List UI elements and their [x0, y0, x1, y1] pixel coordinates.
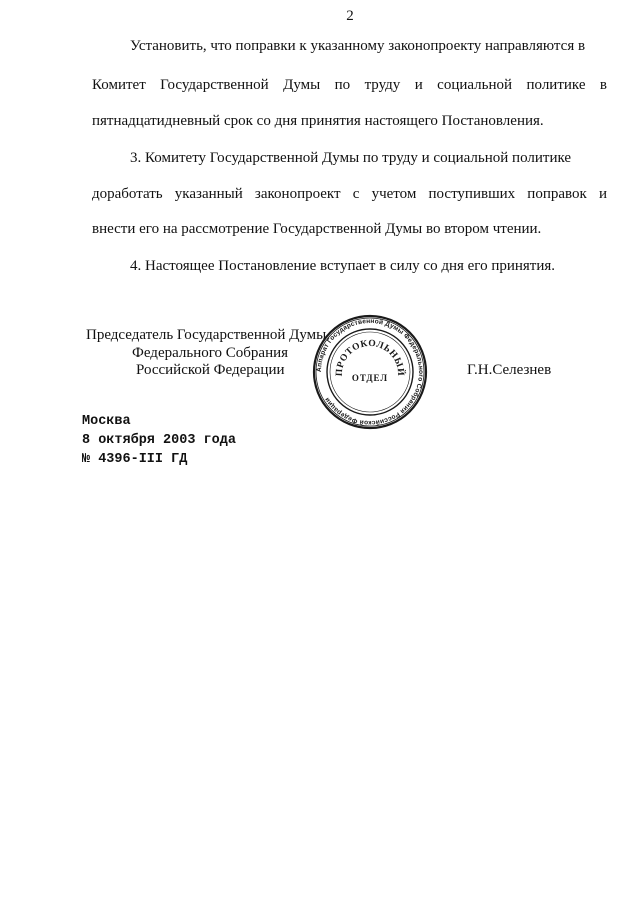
paragraph-1-line-2: Комитет Государственной Думы по труду и социальной политике в [92, 77, 607, 93]
signatory-title-line-2: Федерального Собрания [132, 345, 289, 361]
paragraph-3-line-2: доработать указанный законопроект с учетом поступивших поправок и [92, 186, 607, 202]
paragraph-3-line-1: 3. Комитету Государственной Думы по труду и социальной политике [130, 150, 572, 166]
paragraph-1-line-3: пятнадцатидневный срок со дня принятия настоящего Постановления. [92, 113, 544, 129]
document-date: 8 октября 2003 года [82, 433, 236, 448]
paragraph-3-line-3: внести его на рассмотрение Государственной Думы во втором чтении. [92, 221, 542, 237]
page-number: 2 [346, 8, 354, 24]
document-number: № 4396-III ГД [82, 452, 188, 467]
signatory-name: Г.Н.Селезнев [467, 362, 552, 378]
stamp-outer-text: Аппарат Государственной Думы Федерального Собрания Российской Федерации [315, 317, 425, 427]
signatory-title-line-1: Председатель Государственной Думы [86, 327, 327, 343]
stamp-inner-top-text: ПРОТОКОЛЬНЫЙ [334, 338, 406, 377]
document-city: Москва [82, 414, 131, 429]
paragraph-1-line-1: Установить, что поправки к указанному законопроекту направляются в [130, 38, 586, 54]
signatory-title-line-3: Российской Федерации [136, 362, 285, 378]
stamp-inner-bottom-text: ОТДЕЛ [351, 373, 389, 383]
paragraph-4-line-1: 4. Настоящее Постановление вступает в силу со дня его принятия. [130, 258, 556, 274]
official-stamp [312, 314, 428, 430]
